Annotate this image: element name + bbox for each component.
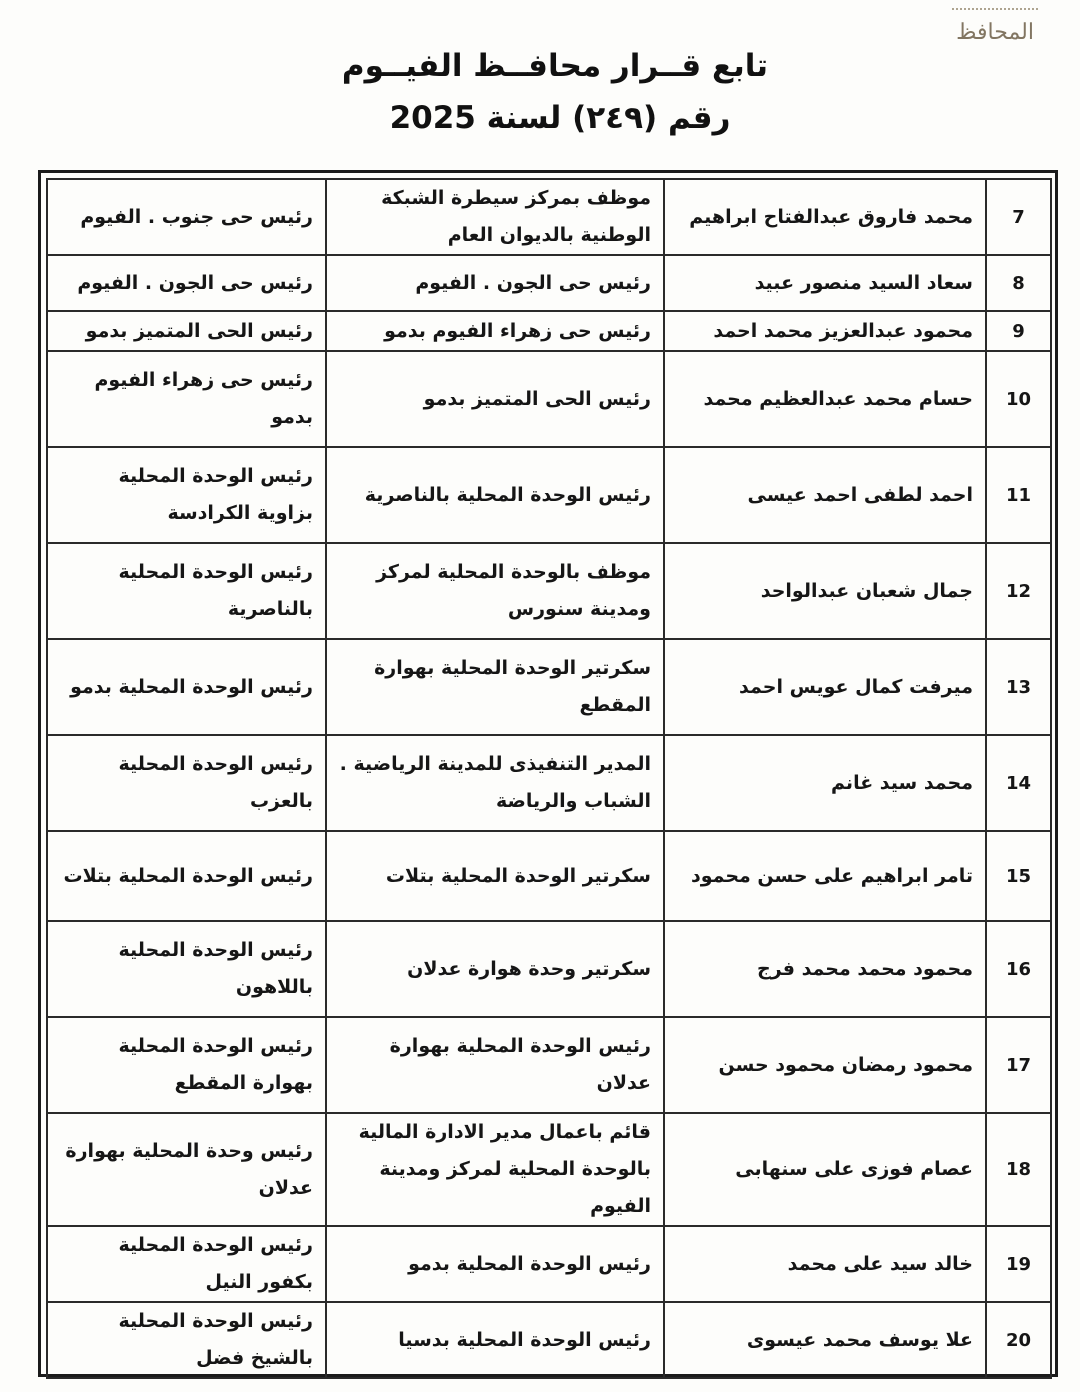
employee-name: محمود عبدالعزيز محمد احمد — [664, 311, 986, 351]
current-position: رئيس الوحدة المحلية بدسيا — [326, 1302, 664, 1378]
table-row — [47, 1302, 1051, 1378]
table-row — [47, 447, 1051, 543]
employee-name: عصام فوزى على سنهابى — [664, 1113, 986, 1226]
table-row — [47, 255, 1051, 311]
roster-table-frame — [38, 170, 1058, 1377]
current-position: رئيس حى الجون . الفيوم — [326, 255, 664, 311]
table-row — [47, 735, 1051, 831]
title-line-1: تابع قــرار محافــظ الفيــوم — [341, 48, 769, 84]
current-position: قائم باعمال مدير الادارة المالية بالوحدة المحلية لمركز ومدينة الفيوم — [326, 1113, 664, 1226]
current-position: سكرتير الوحدة المحلية بهوارة المقطع — [326, 639, 664, 735]
employee-name: محمد فاروق عبدالفتاح ابراهيم — [664, 179, 986, 255]
employee-name: تامر ابراهيم على حسن محمود — [664, 831, 986, 921]
new-position: رئيس الوحدة المحلية بهوارة المقطع — [47, 1017, 326, 1113]
new-position: رئيس حى زهراء الفيوم بدمو — [47, 351, 326, 447]
table-row — [47, 311, 1051, 351]
new-position: رئيس حى الجون . الفيوم — [47, 255, 326, 311]
new-position: رئيس الوحدة المحلية بدمو — [47, 639, 326, 735]
row-number: 12 — [986, 543, 1051, 639]
row-number: 15 — [986, 831, 1051, 921]
new-position: رئيس الوحدة المحلية بالشيخ فضل — [47, 1302, 326, 1378]
employee-name: خالد سيد على محمد — [664, 1226, 986, 1302]
row-number: 20 — [986, 1302, 1051, 1378]
table-row — [47, 1017, 1051, 1113]
table-row — [47, 351, 1051, 447]
table-row — [47, 831, 1051, 921]
employee-name: جمال شعبان عبدالواحد — [664, 543, 986, 639]
employee-name: سعاد السيد منصور عبيد — [664, 255, 986, 311]
new-position: رئيس الوحدة المحلية باللاهون — [47, 921, 326, 1017]
new-position: رئيس حى جنوب . الفيوم — [47, 179, 326, 255]
new-position: رئيس الوحدة المحلية بزاوية الكرادسة — [47, 447, 326, 543]
new-position: رئيس الوحدة المحلية بالعزب — [47, 735, 326, 831]
table-row — [47, 179, 1051, 255]
row-number: 17 — [986, 1017, 1051, 1113]
row-number: 11 — [986, 447, 1051, 543]
table-row — [47, 543, 1051, 639]
signature-text: المحافظ — [956, 20, 1034, 45]
table-row — [47, 921, 1051, 1017]
row-number: 13 — [986, 639, 1051, 735]
employee-name: ميرفت كمال عويس احمد — [664, 639, 986, 735]
employee-name: علا يوسف محمد عيسوى — [664, 1302, 986, 1378]
document-heading — [0, 40, 1080, 144]
employee-name: محمود محمد محمد فرج — [664, 921, 986, 1017]
new-position: رئيس الوحدة المحلية بكفور النيل — [47, 1226, 326, 1302]
table-row — [47, 1226, 1051, 1302]
current-position: رئيس الوحدة المحلية بهوارة عدلان — [326, 1017, 664, 1113]
row-number: 18 — [986, 1113, 1051, 1226]
new-position: رئيس وحدة المحلية بهوارة عدلان — [47, 1113, 326, 1226]
current-position: موظف بالوحدة المحلية لمركز ومدينة سنورس — [326, 543, 664, 639]
row-number: 10 — [986, 351, 1051, 447]
row-number: 9 — [986, 311, 1051, 351]
employee-name: محمود رمضان محمود حسن — [664, 1017, 986, 1113]
row-number: 16 — [986, 921, 1051, 1017]
new-position: رئيس الوحدة المحلية بتلات — [47, 831, 326, 921]
employee-name: احمد لطفى احمد عيسى — [664, 447, 986, 543]
current-position: رئيس حى زهراء الفيوم بدمو — [326, 311, 664, 351]
employee-name: حسام محمد عبدالعظيم محمد — [664, 351, 986, 447]
roster-table-body — [47, 179, 1051, 1378]
current-position: رئيس الوحدة المحلية بدمو — [326, 1226, 664, 1302]
current-position: رئيس الوحدة المحلية بالناصرية — [326, 447, 664, 543]
new-position: رئيس الوحدة المحلية بالناصرية — [47, 543, 326, 639]
signature-scribble — [952, 0, 1038, 10]
current-position: موظف بمركز سيطرة الشبكة الوطنية بالديوان العام — [326, 179, 664, 255]
table-row — [47, 1113, 1051, 1226]
current-position: رئيس الحى المتميز بدمو — [326, 351, 664, 447]
table-row — [47, 639, 1051, 735]
row-number: 8 — [986, 255, 1051, 311]
row-number: 7 — [986, 179, 1051, 255]
current-position: المدير التنفيذى للمدينة الرياضية . الشباب والرياضة — [326, 735, 664, 831]
row-number: 14 — [986, 735, 1051, 831]
row-number: 19 — [986, 1226, 1051, 1302]
title-line-2: رقم (٢٤٩) لسنة 2025 — [389, 100, 731, 136]
employee-name: محمد سيد غانم — [664, 735, 986, 831]
current-position: سكرتير الوحدة المحلية بتلات — [326, 831, 664, 921]
roster-table — [46, 178, 1052, 1379]
current-position: سكرتير وحدة هوارة عدلان — [326, 921, 664, 1017]
new-position: رئيس الحى المتميز بدمو — [47, 311, 326, 351]
